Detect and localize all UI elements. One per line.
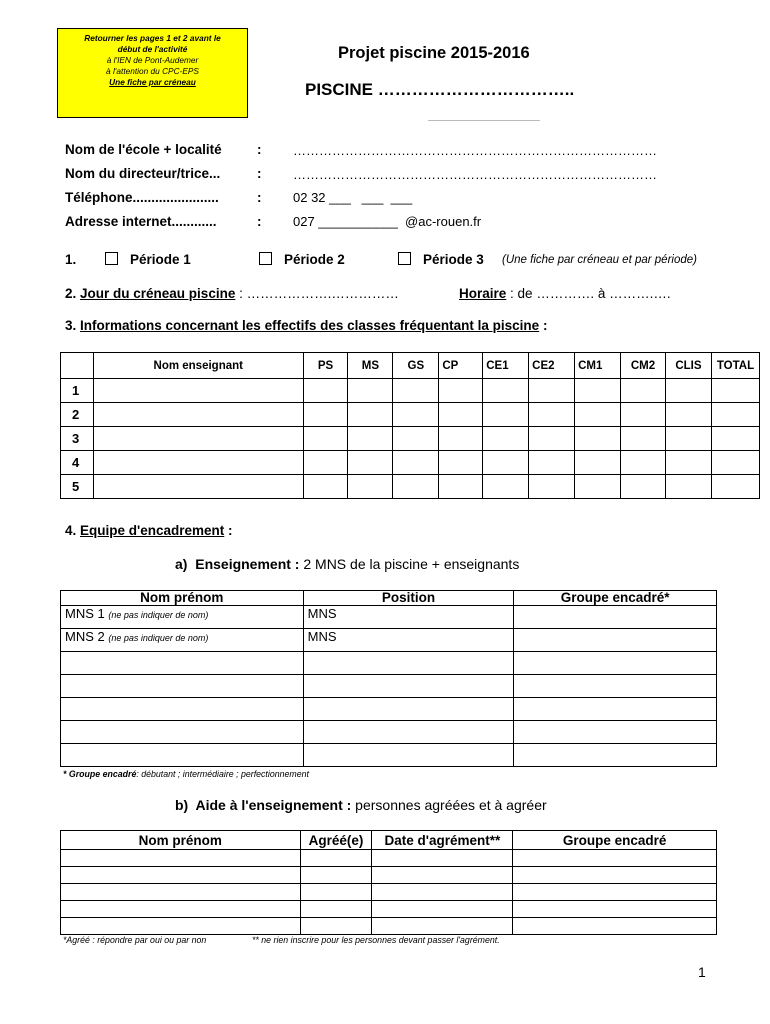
cell[interactable] bbox=[513, 901, 717, 918]
table-row bbox=[61, 379, 760, 403]
col-total: TOTAL bbox=[711, 353, 759, 379]
cell[interactable] bbox=[575, 379, 621, 403]
cell-name[interactable] bbox=[61, 606, 304, 629]
col-nom-prenom: Nom prénom bbox=[61, 591, 304, 606]
cell[interactable] bbox=[514, 744, 717, 767]
cell[interactable] bbox=[303, 698, 514, 721]
cell[interactable] bbox=[303, 675, 514, 698]
col-cp: CP bbox=[439, 353, 483, 379]
cell-name[interactable] bbox=[61, 629, 304, 652]
col-ms: MS bbox=[348, 353, 393, 379]
cell[interactable] bbox=[439, 475, 483, 499]
col-cm2: CM2 bbox=[621, 353, 666, 379]
cell[interactable] bbox=[93, 403, 303, 427]
cell[interactable] bbox=[575, 475, 621, 499]
phone-field[interactable]: 02 32 ___ ___ ___ bbox=[293, 190, 413, 205]
mns1-note: (ne pas indiquer de nom) bbox=[108, 610, 209, 620]
footnote-groupe-label: * Groupe encadré bbox=[63, 769, 137, 779]
cell[interactable] bbox=[514, 721, 717, 744]
col-cm1: CM1 bbox=[575, 353, 621, 379]
slot-time bbox=[459, 286, 671, 301]
period-2-label: Période 2 bbox=[284, 252, 345, 267]
cell[interactable] bbox=[665, 451, 711, 475]
subsection-a-label: a) Enseignement : bbox=[175, 556, 300, 572]
cell[interactable] bbox=[575, 427, 621, 451]
cell[interactable] bbox=[303, 721, 514, 744]
col-agree: Agréé(e) bbox=[300, 831, 372, 850]
cell[interactable] bbox=[711, 379, 759, 403]
cell[interactable] bbox=[61, 867, 301, 884]
enseignement-header-row bbox=[61, 591, 717, 606]
table-row bbox=[61, 867, 717, 884]
email-field[interactable]: 027 ___________ @ac-rouen.fr bbox=[293, 214, 482, 229]
table-row bbox=[61, 606, 717, 629]
table-row bbox=[61, 850, 717, 867]
period-3-checkbox[interactable] bbox=[398, 252, 411, 265]
table-row bbox=[61, 629, 717, 652]
note-line-5: Une fiche par créneau bbox=[109, 77, 196, 87]
cell[interactable] bbox=[393, 379, 439, 403]
cell[interactable] bbox=[372, 850, 513, 867]
mns2-name: MNS 2 bbox=[65, 629, 105, 644]
section-4-title bbox=[65, 523, 233, 538]
aide-header-row bbox=[61, 831, 717, 850]
cell[interactable] bbox=[483, 451, 529, 475]
cell[interactable] bbox=[483, 475, 529, 499]
table-row bbox=[61, 403, 760, 427]
school-colon: : bbox=[257, 142, 262, 157]
aide-table bbox=[60, 830, 717, 935]
section-3-number: 3. bbox=[65, 318, 77, 333]
cell[interactable] bbox=[529, 451, 575, 475]
cell[interactable] bbox=[61, 918, 301, 935]
col-ps: PS bbox=[303, 353, 348, 379]
cell[interactable] bbox=[61, 744, 304, 767]
table-row bbox=[61, 427, 760, 451]
cell[interactable] bbox=[61, 721, 304, 744]
cell[interactable] bbox=[529, 427, 575, 451]
row-number: 5 bbox=[61, 475, 94, 499]
cell[interactable] bbox=[575, 403, 621, 427]
cell[interactable] bbox=[513, 867, 717, 884]
col-clis: CLIS bbox=[665, 353, 711, 379]
section-3-title bbox=[65, 318, 547, 333]
cell[interactable] bbox=[303, 403, 348, 427]
subsection-b bbox=[175, 797, 547, 813]
cell[interactable] bbox=[711, 451, 759, 475]
cell[interactable] bbox=[348, 475, 393, 499]
cell[interactable] bbox=[711, 475, 759, 499]
cell[interactable] bbox=[372, 867, 513, 884]
cell[interactable] bbox=[621, 427, 666, 451]
mns1-name: MNS 1 bbox=[65, 606, 105, 621]
section-4-colon: : bbox=[228, 523, 233, 538]
section-4-number: 4. bbox=[65, 523, 77, 538]
row-number: 1 bbox=[61, 379, 94, 403]
note-line-3: à l'IEN de Pont-Audemer bbox=[106, 55, 199, 65]
col-groupe-encadre: Groupe encadré* bbox=[514, 591, 717, 606]
cell[interactable] bbox=[303, 451, 348, 475]
cell-group[interactable] bbox=[514, 606, 717, 629]
page-title: Projet piscine 2015-2016 bbox=[338, 44, 530, 62]
periods-note: (Une fiche par créneau et par période) bbox=[502, 254, 697, 266]
cell-position[interactable]: MNS bbox=[303, 629, 514, 652]
cell[interactable] bbox=[665, 475, 711, 499]
director-label: Nom du directeur/trice... bbox=[65, 166, 221, 181]
col-date-agrement: Date d'agrément** bbox=[372, 831, 513, 850]
cell[interactable] bbox=[303, 652, 514, 675]
cell[interactable] bbox=[372, 901, 513, 918]
cell[interactable] bbox=[393, 451, 439, 475]
subsection-a bbox=[175, 556, 519, 572]
cell[interactable] bbox=[514, 675, 717, 698]
row-number: 4 bbox=[61, 451, 94, 475]
cell[interactable] bbox=[621, 403, 666, 427]
cell[interactable] bbox=[439, 403, 483, 427]
col-gs: GS bbox=[393, 353, 439, 379]
cell[interactable] bbox=[665, 427, 711, 451]
cell[interactable] bbox=[93, 379, 303, 403]
slot-day-label: Jour du créneau piscine bbox=[80, 286, 236, 301]
cell[interactable] bbox=[514, 698, 717, 721]
table-row bbox=[61, 884, 717, 901]
col-nom-prenom: Nom prénom bbox=[61, 831, 301, 850]
cell[interactable] bbox=[303, 475, 348, 499]
cell[interactable] bbox=[303, 744, 514, 767]
cell[interactable] bbox=[575, 451, 621, 475]
cell[interactable] bbox=[393, 403, 439, 427]
email-label: Adresse internet............ bbox=[65, 214, 217, 229]
divider bbox=[428, 120, 540, 121]
cell[interactable] bbox=[513, 884, 717, 901]
col-ce1: CE1 bbox=[483, 353, 529, 379]
enseignement-table bbox=[60, 590, 717, 767]
table-row bbox=[61, 652, 717, 675]
col-index bbox=[61, 353, 94, 379]
table-row bbox=[61, 675, 717, 698]
cell[interactable] bbox=[300, 867, 372, 884]
col-position: Position bbox=[303, 591, 514, 606]
section-3-colon: : bbox=[542, 318, 548, 333]
cell[interactable] bbox=[303, 379, 348, 403]
cell[interactable] bbox=[483, 379, 529, 403]
cell[interactable] bbox=[348, 451, 393, 475]
cell[interactable] bbox=[300, 884, 372, 901]
cell[interactable] bbox=[514, 652, 717, 675]
cell[interactable] bbox=[529, 379, 575, 403]
cell[interactable] bbox=[61, 675, 304, 698]
cell[interactable] bbox=[439, 379, 483, 403]
school-field[interactable]: ………………………………………………………………………… bbox=[293, 143, 657, 158]
cell[interactable] bbox=[483, 403, 529, 427]
period-2-checkbox[interactable] bbox=[259, 252, 272, 265]
slot-day-field[interactable]: : ……………….…………… bbox=[239, 286, 399, 301]
cell-group[interactable] bbox=[514, 629, 717, 652]
cell[interactable] bbox=[93, 451, 303, 475]
cell[interactable] bbox=[665, 403, 711, 427]
cell[interactable] bbox=[513, 918, 717, 935]
cell-position[interactable]: MNS bbox=[303, 606, 514, 629]
cell[interactable] bbox=[711, 427, 759, 451]
slot-number: 2. bbox=[65, 286, 77, 301]
cell[interactable] bbox=[513, 850, 717, 867]
period-1-checkbox[interactable] bbox=[105, 252, 118, 265]
cell[interactable] bbox=[348, 379, 393, 403]
slot-line bbox=[65, 286, 399, 301]
cell[interactable] bbox=[300, 918, 372, 935]
table-row bbox=[61, 744, 717, 767]
table-row bbox=[61, 475, 760, 499]
cell[interactable] bbox=[621, 475, 666, 499]
email-colon: : bbox=[257, 214, 262, 229]
cell[interactable] bbox=[621, 379, 666, 403]
cell[interactable] bbox=[529, 403, 575, 427]
period-1-label: Période 1 bbox=[130, 252, 191, 267]
cell[interactable] bbox=[61, 652, 304, 675]
cell[interactable] bbox=[711, 403, 759, 427]
cell[interactable] bbox=[439, 427, 483, 451]
cell[interactable] bbox=[300, 850, 372, 867]
cell[interactable] bbox=[393, 427, 439, 451]
table-row bbox=[61, 451, 760, 475]
footnote-groupe-text: : débutant ; intermédiaire ; perfectionnement bbox=[136, 769, 309, 779]
phone-colon: : bbox=[257, 190, 262, 205]
note-line-2: début de l'activité bbox=[117, 44, 188, 54]
instruction-note bbox=[57, 28, 248, 118]
page-number: 1 bbox=[698, 964, 706, 980]
table-row bbox=[61, 901, 717, 918]
col-nom-enseignant: Nom enseignant bbox=[93, 353, 303, 379]
piscine-field: PISCINE …………………………….. bbox=[305, 80, 575, 99]
director-field[interactable]: ………………………………………………………………………… bbox=[293, 167, 657, 182]
cell[interactable] bbox=[372, 884, 513, 901]
note-line-1: Retourner les pages 1 et 2 avant le bbox=[84, 33, 221, 43]
cell[interactable] bbox=[621, 451, 666, 475]
director-colon: : bbox=[257, 166, 262, 181]
periods-number: 1. bbox=[65, 252, 77, 267]
period-3-label: Période 3 bbox=[423, 252, 484, 267]
cell[interactable] bbox=[439, 451, 483, 475]
note-line-4: à l'attention du CPC-EPS bbox=[106, 66, 199, 76]
cell[interactable] bbox=[372, 918, 513, 935]
cell[interactable] bbox=[348, 427, 393, 451]
cell[interactable] bbox=[483, 427, 529, 451]
effectifs-header-row bbox=[61, 353, 760, 379]
cell[interactable] bbox=[300, 901, 372, 918]
cell[interactable] bbox=[303, 427, 348, 451]
cell[interactable] bbox=[61, 698, 304, 721]
effectifs-table bbox=[60, 352, 760, 499]
cell[interactable] bbox=[61, 884, 301, 901]
section-3-heading: Informations concernant les effectifs des classes fréquentant la piscine bbox=[80, 318, 540, 333]
mns2-note: (ne pas indiquer de nom) bbox=[108, 633, 209, 643]
subsection-b-text: personnes agréées et à agréer bbox=[351, 797, 547, 813]
cell[interactable] bbox=[348, 403, 393, 427]
cell[interactable] bbox=[61, 901, 301, 918]
section-4-heading: Equipe d'encadrement bbox=[80, 523, 225, 538]
cell[interactable] bbox=[93, 427, 303, 451]
cell[interactable] bbox=[393, 475, 439, 499]
cell[interactable] bbox=[93, 475, 303, 499]
table-row bbox=[61, 698, 717, 721]
footnote-groupe bbox=[63, 769, 309, 779]
row-number: 3 bbox=[61, 427, 94, 451]
table-row bbox=[61, 918, 717, 935]
slot-time-label: Horaire bbox=[459, 286, 507, 301]
school-label: Nom de l'école + localité bbox=[65, 142, 222, 157]
subsection-b-label: b) Aide à l'enseignement : bbox=[175, 797, 352, 813]
row-number: 2 bbox=[61, 403, 94, 427]
slot-time-field[interactable]: : de …………. à ……….…. bbox=[510, 286, 671, 301]
subsection-a-text: 2 MNS de la piscine + enseignants bbox=[299, 556, 520, 572]
footnote-agrement: ** ne rien inscrire pour les personnes devant passer l'agrément. bbox=[252, 935, 500, 945]
footnote-agree: *Agréé : répondre par oui ou par non bbox=[63, 935, 207, 945]
cell[interactable] bbox=[665, 379, 711, 403]
cell[interactable] bbox=[61, 850, 301, 867]
cell[interactable] bbox=[529, 475, 575, 499]
table-row bbox=[61, 721, 717, 744]
phone-label: Téléphone....................... bbox=[65, 190, 219, 205]
col-ce2: CE2 bbox=[529, 353, 575, 379]
col-groupe-encadre: Groupe encadré bbox=[513, 831, 717, 850]
